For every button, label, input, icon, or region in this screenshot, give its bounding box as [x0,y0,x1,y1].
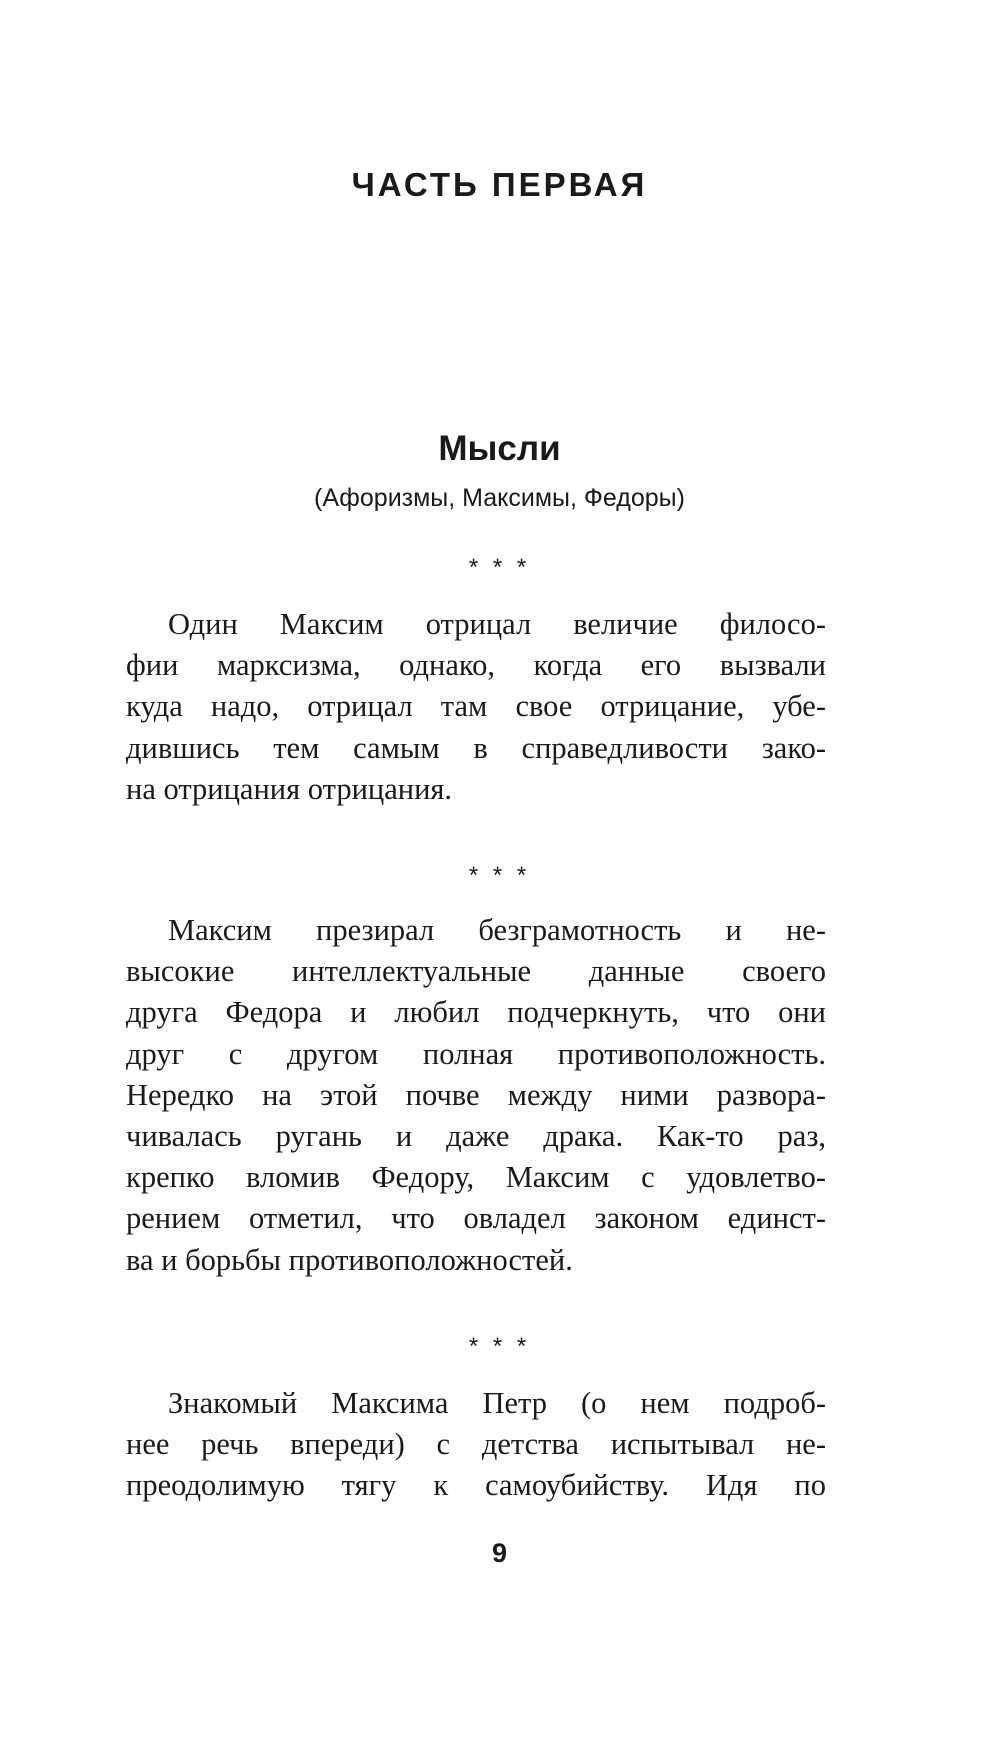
paragraph-3 [126,1383,826,1507]
paragraph-line: крепко вломив Федору, Максим с удовлетво- [126,1160,826,1195]
paragraph-line: дившись тем самым в справедливости зако- [126,730,826,765]
paragraph-line: Максим презирал безграмотность и не- [168,913,826,947]
part-title: ЧАСТЬ ПЕРВАЯ [351,166,648,203]
separator-stars: * * * [468,862,531,889]
paragraph-line: Один Максим отрицал величие филосо- [168,607,826,641]
paragraph-line: друга Федора и любил подчеркнуть, что они [126,995,826,1030]
paragraph-line: рением отметил, что овладел законом единст- [126,1201,826,1236]
paragraph-line: высокие интеллектуальные данные своего [126,954,826,989]
page-number: 9 [491,1538,508,1568]
paragraph-line: нее речь впереди) с детства испытывал не- [126,1427,826,1462]
paragraph-line: Знакомый Максима Петр (о нем подроб- [168,1386,826,1420]
paragraph-line: преодолимую тягу к самоубийству. Идя по [126,1468,826,1503]
paragraph-line: ва и борьбы противоположностей. [126,1242,573,1277]
paragraph-line: на отрицания отрицания. [126,771,453,806]
separator-stars: * * * [468,554,531,581]
paragraph-line: друг с другом полная противоположность. [126,1036,826,1071]
separator-stars: * * * [468,1333,531,1360]
paragraph-2 [126,910,826,1281]
paragraph-line: куда надо, отрицал там свое отрицание, убе- [126,689,826,724]
paragraph-line: чивалась ругань и даже драка. Как-то раз, [126,1119,826,1154]
section-title: Мысли [438,429,561,468]
paragraph-line: фии марксизма, однако, когда его вызвали [126,648,826,683]
section-subtitle: (Афоризмы, Максимы, Федоры) [314,484,685,512]
paragraph-1 [126,604,826,810]
paragraph-line: Нередко на этой почве между ними развора- [126,1077,826,1112]
